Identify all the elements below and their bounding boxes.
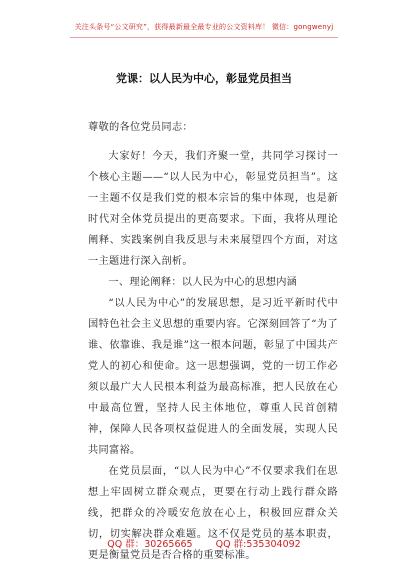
footer-qq-group-2: QQ 群:535304092 xyxy=(215,539,301,550)
section-heading: 一、理论阐释：以人民为中心的思想内涵 xyxy=(108,277,298,288)
paragraph-intro: 大家好！今天，我们齐聚一堂，共同学习探讨一个核心主题——“以人民为中心，彰显党员担当”。这一主题不仅是我们党的根本宗旨的集中体现，也是新时代对全体党员提出的更高要求。下面，我将从理论阐释、实践案例自我反思与未来展望四个方面，对这一主题进行深入剖析。 xyxy=(88,151,338,267)
header-divider xyxy=(70,37,338,38)
document-body xyxy=(88,117,338,566)
header-notice: 关注头条号“公文研究”，获得最新最全最专业的公文资料库！ 微信：gongwenyj xyxy=(74,23,334,31)
footer-qq-group-1: QQ 群：30265665 xyxy=(107,539,193,550)
paragraph-member: 在党员层面，“以人民为中心”不仅要求我们在思想上牢固树立群众观点，更要在行动上践行群众路线，把群众的冷暖安危放在心上，积极回应群众关切，切实解决群众难题。这不仅是党员的基本职责，更是衡量党员是否合格的重要标准。 xyxy=(88,466,338,561)
footer xyxy=(0,536,408,550)
salutation: 尊敬的各位党员同志： xyxy=(88,122,193,133)
document-title: 党课：以人民为中心，彰显党员担当 xyxy=(116,72,292,85)
paragraph-theory: “以人民为中心”的发展思想，是习近平新时代中国特色社会主义思想的重要内容。它深刻回答了“为了谁、依靠谁、我是谁”这一根本问题，彰显了中国共产党人的初心和使命。这一思想强调，党的一切工作必须以最广大人民根本利益为最高标准，把人民放在心中最高位置，坚持人民主体地位，尊重人民首创精神，保障人民各项权益促进人的全面发展，实现人民共同富裕。 xyxy=(88,298,338,456)
